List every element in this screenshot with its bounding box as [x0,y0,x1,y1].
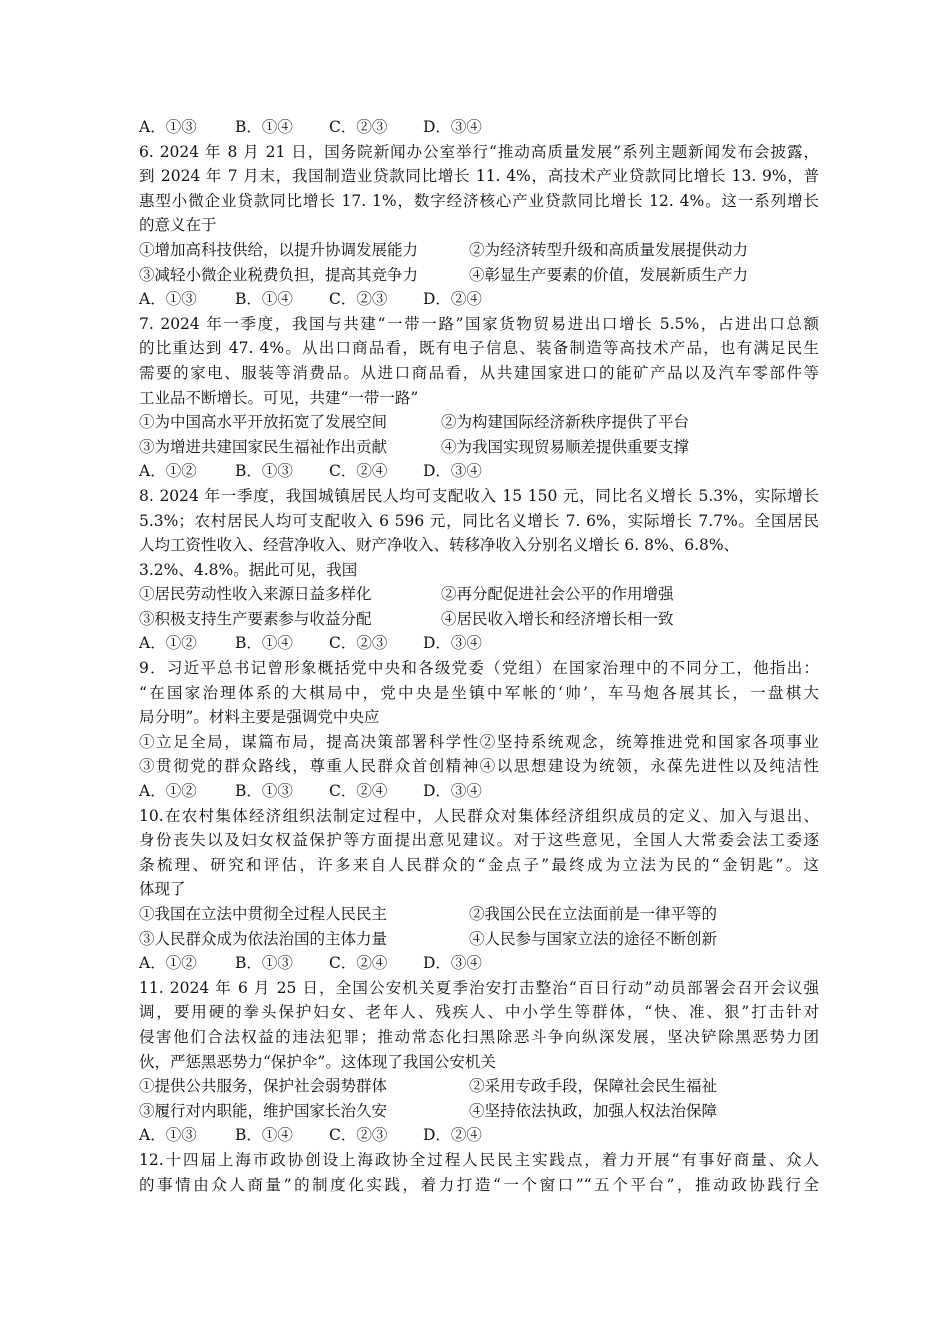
question-9 [139,656,819,804]
q9-answer-c: C．②④ [329,782,388,801]
q7-answer-b: B．①③ [235,462,293,481]
q7-answer-c: C．②④ [329,462,388,481]
q5-answer-b: B．①④ [235,118,293,136]
exam-content [139,115,819,1197]
q11-option-2: ②采用专政手段，保障社会民生福祉 [469,1077,718,1096]
q10-options-row [139,927,819,952]
q8-stem-line: 3.2%、4.8%。据此可见，我国 [139,560,358,579]
q6-options-row [139,263,819,288]
q10-stem-line: 身份丧失以及妇女权益保护等方面提出意见建议。对于这些意见，全国人大常委会法工委逐 [139,831,819,850]
q6-option-1: ①增加高科技供给，以提升协调发展能力 [139,240,419,259]
q11-stem-line: 伙，严惩黑恶势力“保护伞”。这体现了我国公安机关 [139,1052,496,1071]
q7-stem-line: 7. 2024 年一季度，我国与共建“一带一路”国家货物贸易进出口增长 5.5%，占进出口总额 [139,314,819,333]
q9-answer-a: A．①② [139,782,197,801]
q8-option-1: ①居民劳动性收入来源日益多样化 [139,585,372,604]
question-11 [139,976,819,1148]
q6-answer-d: D．②④ [423,290,482,309]
q11-option-4: ④坚持依法执政，加强人权法治保障 [469,1101,718,1120]
q10-stem-line: 体现了 [139,880,186,899]
q6-options-row [139,238,819,263]
q6-stem-line: 6. 2024 年 8 月 21 日，国务院新闻办公室举行“推动高质量发展”系列主题新闻发布会披露， [139,142,819,161]
q10-answer-d: D．③④ [423,954,482,973]
q7-answer-row [139,459,819,484]
q10-option-4: ④人民参与国家立法的途径不断创新 [469,929,718,948]
q11-options-row [139,1074,819,1099]
q7-options-row [139,410,819,435]
q7-option-2: ②为构建国际经济新秩序提供了平台 [441,413,690,432]
q5-answer-row [139,115,819,140]
q6-answer-row [139,287,819,312]
q11-stem-line: 11. 2024 年 6 月 25 日，全国公安机关夏季治安打击整治“百日行动”动员部署会召开会议强 [139,978,819,997]
q8-answer-d: D．③④ [423,634,482,653]
q11-answer-b: B．①④ [235,1126,293,1145]
q11-stem-line: 调，要用硬的拳头保护妇女、老年人、残疾人、中小学生等群体，“快、准、狠”打击针对 [139,1003,819,1022]
question-12 [139,1148,819,1197]
q8-options-row [139,582,819,607]
q10-option-1: ①我国在立法中贯彻全过程人民民主 [139,905,388,923]
q11-answer-a: A．①③ [139,1126,197,1145]
q11-answer-c: C．②③ [329,1126,388,1145]
q8-answer-c: C．②③ [329,634,388,653]
q12-stem-line: 的事情由众人商量”的制度化实践，着力打造“一个窗口”“五个平台”，推动政协践行全 [139,1175,819,1194]
q7-option-1: ①为中国高水平开放拓宽了发展空间 [139,413,388,432]
question-8 [139,484,819,656]
q7-answer-d: D．③④ [423,462,482,481]
q9-option-line: ①立足全局，谋篇布局，提高决策部署科学性②坚持系统观念，统筹推进党和国家各项事业 [139,732,819,751]
q10-answer-c: C．②④ [329,954,388,973]
q7-stem-line: 的比重达到 47. 4%。从出口商品看，既有电子信息、装备制造等高技术产品，也有满足民生 [139,339,819,358]
q5-answer-a: A．①③ [139,118,197,136]
q10-option-3: ③人民群众成为依法治国的主体力量 [139,929,388,948]
q9-stem-line: 9．习近平总书记曾形象概括党中央和各级党委（党组）在国家治理中的不同分工，他指出： [139,659,819,678]
q11-answer-row [139,1123,819,1148]
q10-option-2: ②我国公民在立法面前是一律平等的 [469,905,718,923]
q7-options-row [139,435,819,460]
q11-option-3: ③履行对内职能，维护国家长治久安 [139,1101,388,1120]
q7-option-3: ③为增进共建国家民生福祉作出贡献 [139,437,388,456]
q5-answer-c: C．②③ [329,118,388,136]
q10-options-row [139,902,819,927]
q8-stem-line: 8. 2024 年一季度，我国城镇居民人均可支配收入 15 150 元，同比名义增长 5.3%，实际增长 [139,486,819,505]
q11-options-row [139,1099,819,1124]
q10-answer-a: A．①② [139,954,197,973]
q9-stem-line: 局分明”。材料主要是强调党中央应 [139,708,380,727]
q10-stem-line: 条梳理、研究和评估，许多来自人民群众的“金点子”最终成为立法为民的“金钥匙”。这 [139,855,819,874]
q11-stem-line: 侵害他们合法权益的违法犯罪；推动常态化扫黑除恶斗争向纵深发展，坚决铲除黑恶势力团 [139,1027,819,1046]
q9-answer-b: B．①③ [235,782,293,801]
q8-answer-b: B．①④ [235,634,293,653]
q8-option-4: ④居民收入增长和经济增长相一致 [441,609,674,628]
q8-options-row [139,607,819,632]
q12-stem-line: 12.十四届上海市政协创设上海政协全过程人民民主实践点，着力开展“有事好商量、众人 [139,1150,819,1169]
q8-stem-line: 人均工资性收入、经营净收入、财产净收入、转移净收入分别名义增长 6. 8%、6.8%、 [139,536,740,555]
q7-stem-line: 工业品不断增长。可见，共建“一带一路” [139,388,419,407]
q9-answer-row [139,779,819,804]
q6-option-3: ③减轻小微企业税费负担，提高其竞争力 [139,265,419,284]
q10-answer-row [139,951,819,976]
q6-answer-a: A．①③ [139,290,197,309]
q8-stem-line: 5.3%；农村居民人均可支配收入 6 596 元，同比名义增长 7. 6%，实际增长 7.7%。全国居民 [139,511,819,530]
q8-answer-a: A．①② [139,634,197,653]
question-10 [139,804,819,976]
q6-stem-line: 的意义在于 [139,216,217,235]
question-6 [139,140,819,312]
question-7 [139,312,819,484]
q5-answer-d: D．③④ [423,118,482,136]
q8-answer-row [139,631,819,656]
q6-answer-c: C．②③ [329,290,388,309]
q6-option-2: ②为经济转型升级和高质量发展提供动力 [469,240,749,259]
q8-option-3: ③积极支持生产要素参与收益分配 [139,609,372,628]
q9-answer-d: D．③④ [423,782,482,801]
q7-stem-line: 需要的家电、服装等消费品。从进口商品看，从共建国家进口的能矿产品以及汽车零部件等 [139,363,819,382]
q10-answer-b: B．①③ [235,954,293,973]
q9-stem-line: “在国家治理体系的大棋局中，党中央是坐镇中军帐的‘帅’，车马炮各展其长，一盘棋大 [139,683,819,702]
q6-option-4: ④彰显生产要素的价值，发展新质生产力 [469,265,749,284]
q9-option-line: ③贯彻党的群众路线，尊重人民群众首创精神④以思想建设为统领，永葆先进性以及纯洁性 [139,757,819,776]
q6-answer-b: B．①④ [235,290,293,309]
q7-answer-a: A．①② [139,462,197,481]
q6-stem-line: 到 2024 年 7 月末，我国制造业贷款同比增长 11. 4%，高技术产业贷款同比增长 13. 9%，普 [139,167,819,186]
q8-option-2: ②再分配促进社会公平的作用增强 [441,585,674,604]
q10-stem-line: 10.在农村集体经济组织法制定过程中，人民群众对集体经济组织成员的定义、加入与退出、 [139,806,819,825]
q11-option-1: ①提供公共服务，保护社会弱势群体 [139,1077,388,1096]
q7-option-4: ④为我国实现贸易顺差提供重要支撑 [441,437,690,456]
q11-answer-d: D．②④ [423,1126,482,1145]
q6-stem-line: 惠型小微企业贷款同比增长 17. 1%，数字经济核心产业贷款同比增长 12. 4%。这一系列增长 [139,191,819,210]
